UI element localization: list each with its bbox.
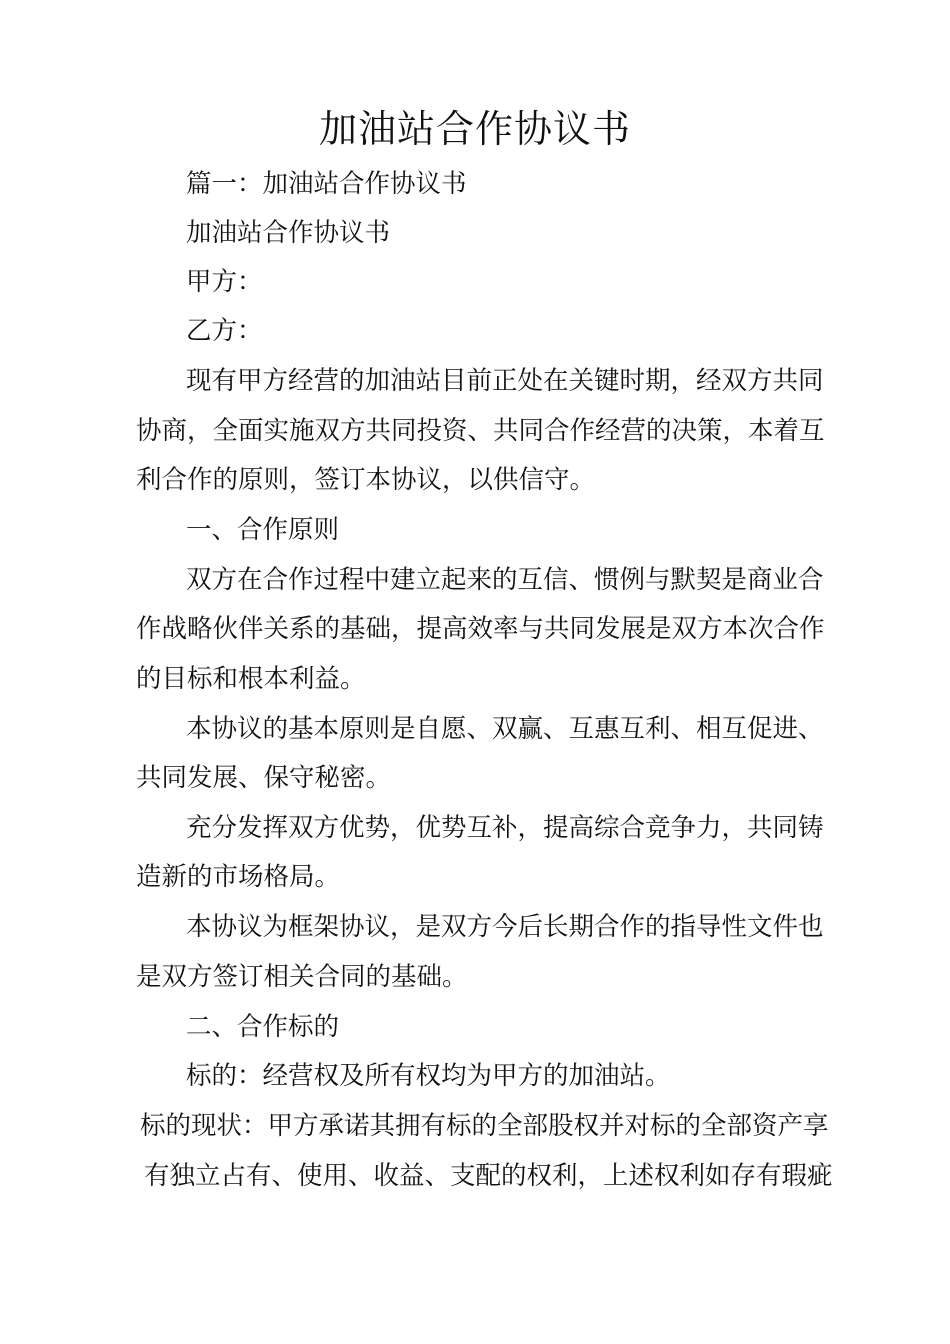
paragraph-line: 标的：经营权及所有权均为甲方的加油站。 [186, 1061, 671, 1091]
paragraph-line: 是双方签订相关合同的基础。 [136, 962, 468, 992]
paragraph-line: 共同发展、保守秘密。 [136, 763, 392, 793]
paragraph-line: 标的现状：甲方承诺其拥有标的全部股权并对标的全部资产享 [140, 1111, 829, 1141]
paragraph-line: 造新的市场格局。 [136, 862, 341, 892]
paragraph-line: 利合作的原则，签订本协议，以供信守。 [136, 465, 596, 495]
paragraph-line: 本协议的基本原则是自愿、双赢、互惠互利、相互促进、 [186, 714, 824, 744]
subtitle-line: 加油站合作协议书 [186, 218, 391, 248]
party-b-label: 乙方： [186, 316, 263, 346]
party-a-label: 甲方： [186, 267, 263, 297]
paragraph-line: 本协议为框架协议，是双方今后长期合作的指导性文件也 [186, 912, 824, 942]
paragraph-line: 作战略伙伴关系的基础，提高效率与共同发展是双方本次合作 [136, 614, 825, 644]
paragraph-line: 双方在合作过程中建立起来的互信、惯例与默契是商业合 [186, 565, 824, 595]
document-title: 加油站合作协议书 [318, 107, 631, 151]
section-heading-cooperation-subject: 二、合作标的 [186, 1012, 340, 1042]
section-heading-cooperation-principles: 一、合作原则 [186, 515, 340, 545]
paragraph-line: 现有甲方经营的加油站目前正处在关键时期，经双方共同 [186, 366, 824, 396]
paragraph-line: 的目标和根本利益。 [136, 664, 366, 694]
section-heading-chapter-one: 篇一：加油站合作协议书 [186, 169, 467, 199]
paragraph-line: 充分发挥双方优势，优势互补，提高综合竞争力，共同铸 [186, 813, 824, 843]
paragraph-line: 协商，全面实施双方共同投资、共同合作经营的决策，本着互 [136, 416, 825, 446]
paragraph-line: 有独立占有、使用、收益、支配的权利，上述权利如存有瑕疵 [144, 1161, 833, 1191]
